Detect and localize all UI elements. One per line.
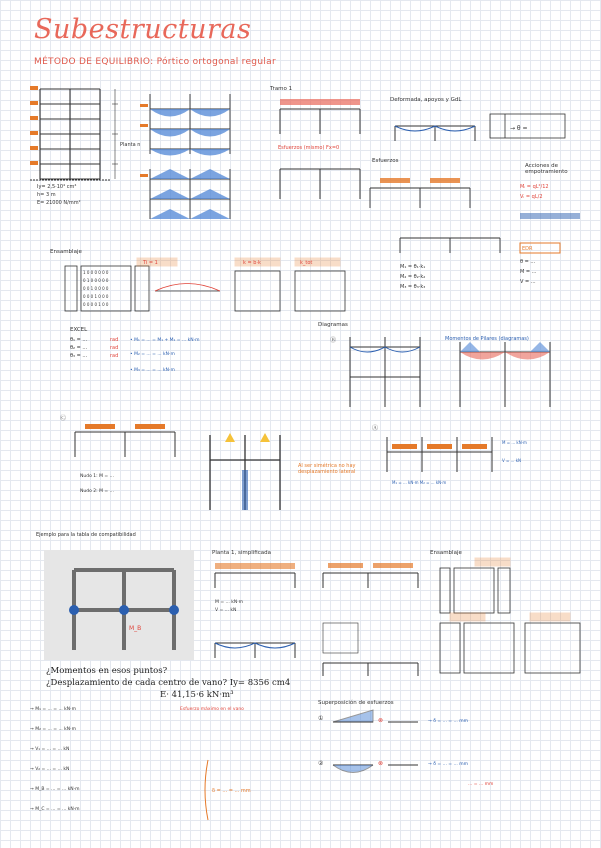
frame-a-diagram <box>372 422 582 492</box>
svg-text:⊗: ⊗ <box>378 760 384 767</box>
matrix-system <box>55 256 355 318</box>
ensamblaje-label: Ensamblaje <box>50 249 82 255</box>
svg-text:k = b·k: k = b·k <box>243 260 261 266</box>
lower-ensamblaje <box>430 548 590 678</box>
svg-text:δ = ... = ... mm: δ = ... = ... mm <box>212 788 251 794</box>
svg-text:Ⓒ: Ⓒ <box>60 415 67 422</box>
esfuerzos-label: Esfuerzos <box>372 158 399 164</box>
svg-text:①: ① <box>318 715 324 722</box>
svg-text:M₃ = θ₃·k₃: M₃ = θ₃·k₃ <box>400 284 426 290</box>
page-title: Subestructuras <box>34 14 252 45</box>
photo-frame-diagram <box>44 550 194 660</box>
superposition-equations <box>318 710 588 810</box>
excel-label: EXCEL <box>70 327 88 333</box>
svg-text:Nudo 2: M = ...: Nudo 2: M = ... <box>80 489 114 494</box>
empotramiento-label: Acciones de empotramiento <box>525 163 568 175</box>
svg-text:V = ... kN: V = ... kN <box>215 608 237 613</box>
svg-text:Ⓐ: Ⓐ <box>372 425 379 432</box>
deformada-label: Deformada, apoyos y GdL <box>390 97 462 103</box>
svg-text:→ δ = ... = ... mm: → δ = ... = ... mm <box>428 762 468 767</box>
svg-text:M = ...: M = ... <box>520 269 537 275</box>
page-subtitle: MÉTODO DE EQUILIBRIO: Pórtico ortogonal regular <box>34 57 276 67</box>
symmetry-warning: Al ser simétrica no hay desplazamiento lateral <box>298 463 356 475</box>
svg-text:θ = ...: θ = ... <box>520 259 536 265</box>
svg-text:Momentos de Pilares (diagramas: Momentos de Pilares (diagramas) <box>445 336 529 342</box>
svg-text:Mᵢ = qL²/12: Mᵢ = qL²/12 <box>520 184 549 190</box>
svg-text:θ₂ = ...: θ₂ = ... <box>70 345 88 351</box>
diagramas-label: Diagramas <box>318 322 348 328</box>
subproblem-diagrams <box>210 558 310 678</box>
diagram-frames-mid <box>330 332 580 417</box>
svg-text:0 1 0 0 0 0 0: 0 1 0 0 0 0 0 <box>83 278 109 283</box>
svg-text:M = ... kN·m: M = ... kN·m <box>215 600 244 605</box>
frame-symmetric <box>200 430 310 515</box>
svg-text:→ δ = ... = ... mm: → δ = ... = ... mm <box>428 719 468 724</box>
bottom-left-equations <box>30 700 320 830</box>
svg-text:Planta n: Planta n <box>120 142 141 148</box>
svg-text:→ M₂ = ... = ... kN·m: → M₂ = ... = ... kN·m <box>30 727 76 732</box>
question-answer: E· 41,15·6 kN·m³ <box>160 690 234 700</box>
svg-text:Ⓑ: Ⓑ <box>330 337 337 344</box>
svg-text:M_B: M_B <box>129 625 142 632</box>
svg-text:→ V₁ = ... = ... kN: → V₁ = ... = ... kN <box>30 747 70 752</box>
svg-text:Esfuerzos (mismo) Fx=0: Esfuerzos (mismo) Fx=0 <box>278 145 340 151</box>
moment-diagram-frames <box>140 84 250 224</box>
frame-c-diagram <box>60 412 190 497</box>
svg-text:②: ② <box>318 760 324 767</box>
svg-text:Esfuerzo máximo en el vano: Esfuerzo máximo en el vano <box>180 707 244 712</box>
svg-text:1 0 0 0 0 0 0: 1 0 0 0 0 0 0 <box>83 270 109 275</box>
svg-text:M₂ = θ₂·k₂: M₂ = θ₂·k₂ <box>400 274 426 280</box>
svg-text:Ensamblaje: Ensamblaje <box>430 550 462 556</box>
frame-diagram-1 <box>30 84 140 194</box>
svg-text:→ M_B = ... = ... kN·m: → M_B = ... = ... kN·m <box>30 787 80 792</box>
svg-text:→ θ =: → θ = <box>510 125 528 132</box>
frame-props-h: h= 3 m <box>37 192 56 198</box>
excel-right-label: Ejemplo para la tabla de compatibilidad <box>36 532 136 538</box>
superposicion-label: Superposición de esfuerzos <box>318 700 394 706</box>
svg-text:• M₂ = ... = ... kN·m: • M₂ = ... = ... kN·m <box>130 352 175 357</box>
svg-text:→ V₂ = ... = ... kN: → V₂ = ... = ... kN <box>30 767 70 772</box>
lower-esfuerzos <box>318 548 428 678</box>
svg-text:... = ... mm: ... = ... mm <box>468 782 494 787</box>
svg-text:→ M_C = ... = ... kN·m: → M_C = ... = ... kN·m <box>30 807 80 812</box>
svg-text:θ₃ = ...: θ₃ = ... <box>70 353 88 359</box>
svg-text:0 0 0 1 0 0 0: 0 0 0 1 0 0 0 <box>83 294 109 299</box>
question-1: ¿Momentos en esos puntos? <box>46 666 168 676</box>
question-2: ¿Desplazamiento de cada centro de vano? Iy= 8356 cm4 <box>46 678 291 688</box>
svg-text:EDR: EDR <box>522 246 533 252</box>
svg-text:0 0 0 0 1 0 0: 0 0 0 0 1 0 0 <box>83 302 109 307</box>
svg-text:k_tot: k_tot <box>300 260 313 266</box>
svg-text:Nudo 1: M = ...: Nudo 1: M = ... <box>80 474 114 479</box>
svg-text:• M₁ = ... = M₁ + M₁ = ... kN·: • M₁ = ... = M₁ + M₁ = ... kN·m <box>130 338 200 343</box>
svg-text:Vᵢ = qL/2: Vᵢ = qL/2 <box>520 194 543 200</box>
tramo1-diagram <box>270 94 370 214</box>
tramo1-label: Tramo 1 <box>270 86 293 92</box>
frame-props-I: Iy= 2,5·10⁴ cm⁴ <box>37 184 77 190</box>
sub-problem-label: Planta 1, simplificada <box>212 550 271 556</box>
svg-text:rad: rad <box>110 345 119 351</box>
svg-text:→ M₁ = ... = ... kN·m: → M₁ = ... = ... kN·m <box>30 707 76 712</box>
svg-text:rad: rad <box>110 337 119 343</box>
frame-props-E: E= 21000 N/mm² <box>37 200 81 206</box>
svg-text:V = ... kN: V = ... kN <box>502 458 522 463</box>
deformada-diagram <box>390 106 580 146</box>
svg-text:0 0 1 0 0 0 0: 0 0 1 0 0 0 0 <box>83 286 109 291</box>
svg-text:M₁ = θ₁·k₁: M₁ = θ₁·k₁ <box>400 264 426 270</box>
svg-text:Ti = 1: Ti = 1 <box>143 260 158 266</box>
esfuerzos-diagram <box>370 168 590 298</box>
svg-text:θ₁ = ...: θ₁ = ... <box>70 337 88 343</box>
svg-text:M₁ = ... kN·m M₂ = ... kN·: M₁ = ... kN·m M₂ = ... kN·m <box>392 480 447 485</box>
svg-text:⊗: ⊗ <box>378 717 384 724</box>
svg-text:M = ... kN·m: M = ... kN·m <box>502 440 527 445</box>
svg-text:rad: rad <box>110 353 119 359</box>
excel-equations <box>70 333 330 388</box>
svg-text:V = ...: V = ... <box>520 279 536 285</box>
svg-text:• M₃ = ... = ... kN·m: • M₃ = ... = ... kN·m <box>130 368 175 373</box>
